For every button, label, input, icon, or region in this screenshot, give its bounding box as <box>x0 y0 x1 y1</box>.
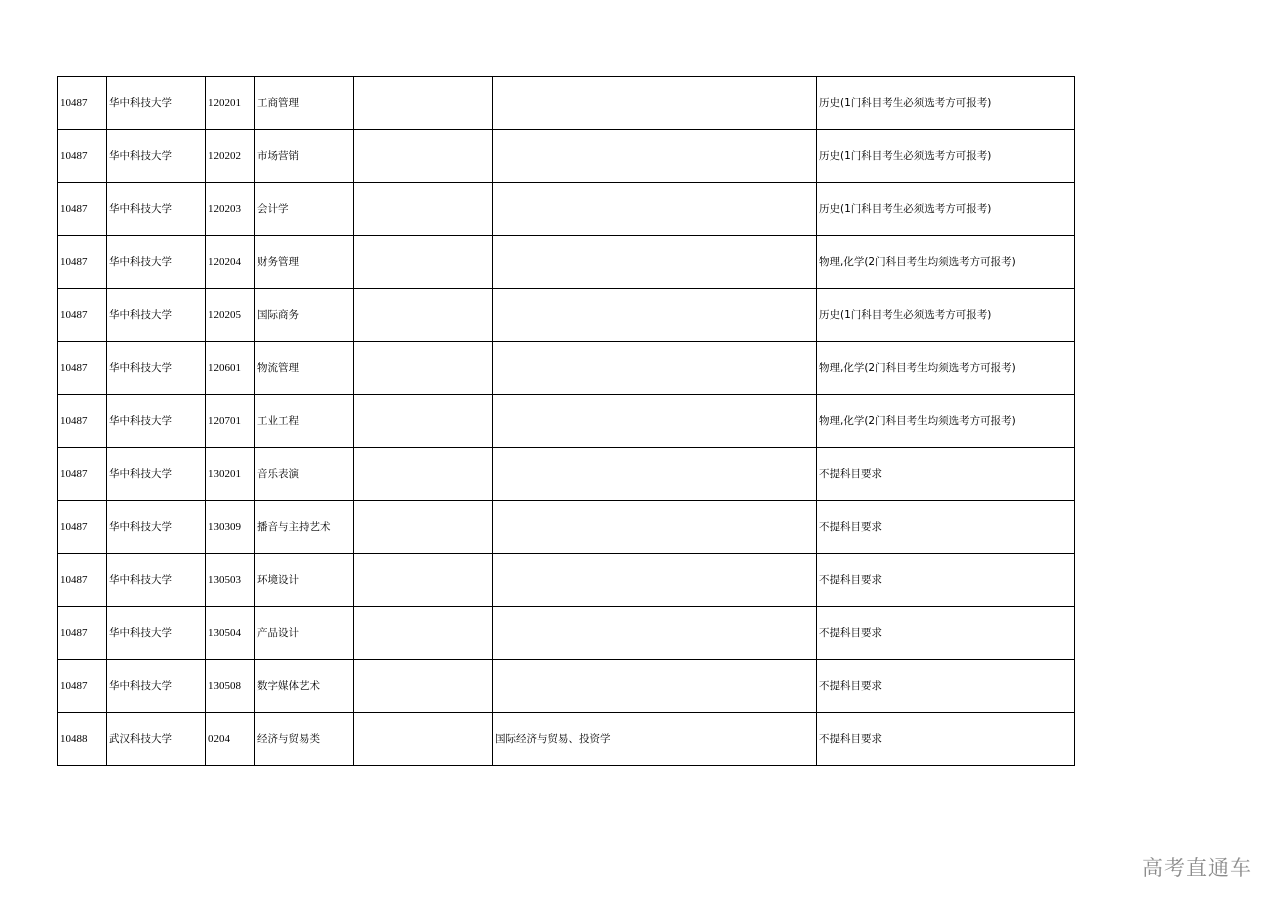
table-row <box>58 395 1075 448</box>
subject-requirement-cell: 不提科目要求 <box>817 713 1075 766</box>
major-code-cell: 120204 <box>206 236 255 289</box>
school-name-cell: 华中科技大学 <box>107 236 206 289</box>
included-majors-cell <box>493 395 817 448</box>
school-name-cell: 华中科技大学 <box>107 183 206 236</box>
school-code-cell: 10487 <box>58 607 107 660</box>
subject-requirement-cell: 不提科目要求 <box>817 501 1075 554</box>
school-code-cell: 10487 <box>58 342 107 395</box>
subject-requirement-cell: 物理,化学(2门科目考生均须选考方可报考) <box>817 395 1075 448</box>
included-majors-cell <box>493 501 817 554</box>
subject-requirement-cell: 不提科目要求 <box>817 554 1075 607</box>
major-name-cell: 数字媒体艺术 <box>255 660 354 713</box>
included-majors-cell <box>493 77 817 130</box>
empty-cell <box>354 501 493 554</box>
table-row <box>58 501 1075 554</box>
table-body <box>58 77 1075 766</box>
empty-cell <box>354 660 493 713</box>
major-name-cell: 播音与主持艺术 <box>255 501 354 554</box>
school-name-cell: 华中科技大学 <box>107 130 206 183</box>
school-name-cell: 华中科技大学 <box>107 660 206 713</box>
table-row <box>58 130 1075 183</box>
table-row <box>58 554 1075 607</box>
school-code-cell: 10488 <box>58 713 107 766</box>
empty-cell <box>354 289 493 342</box>
school-code-cell: 10487 <box>58 395 107 448</box>
school-name-cell: 华中科技大学 <box>107 289 206 342</box>
major-name-cell: 产品设计 <box>255 607 354 660</box>
watermark-text: 高考直通车 <box>1142 856 1252 880</box>
major-name-cell: 市场营销 <box>255 130 354 183</box>
major-code-cell: 120601 <box>206 342 255 395</box>
major-code-cell: 120202 <box>206 130 255 183</box>
table-row <box>58 448 1075 501</box>
included-majors-cell <box>493 448 817 501</box>
school-code-cell: 10487 <box>58 501 107 554</box>
table-row <box>58 660 1075 713</box>
school-name-cell: 华中科技大学 <box>107 342 206 395</box>
major-code-cell: 120205 <box>206 289 255 342</box>
school-name-cell: 华中科技大学 <box>107 554 206 607</box>
included-majors-cell <box>493 660 817 713</box>
major-code-cell: 120201 <box>206 77 255 130</box>
empty-cell <box>354 395 493 448</box>
table-row <box>58 342 1075 395</box>
included-majors-cell: 国际经济与贸易、投资学 <box>493 713 817 766</box>
empty-cell <box>354 554 493 607</box>
major-name-cell: 环境设计 <box>255 554 354 607</box>
table-row <box>58 289 1075 342</box>
major-name-cell: 经济与贸易类 <box>255 713 354 766</box>
empty-cell <box>354 183 493 236</box>
school-name-cell: 华中科技大学 <box>107 501 206 554</box>
table-row <box>58 607 1075 660</box>
major-code-cell: 0204 <box>206 713 255 766</box>
included-majors-cell <box>493 130 817 183</box>
included-majors-cell <box>493 554 817 607</box>
included-majors-cell <box>493 607 817 660</box>
school-code-cell: 10487 <box>58 554 107 607</box>
empty-cell <box>354 342 493 395</box>
subject-requirement-cell: 物理,化学(2门科目考生均须选考方可报考) <box>817 342 1075 395</box>
table-row <box>58 183 1075 236</box>
school-code-cell: 10487 <box>58 130 107 183</box>
major-code-cell: 120203 <box>206 183 255 236</box>
major-name-cell: 工业工程 <box>255 395 354 448</box>
table-row <box>58 77 1075 130</box>
major-name-cell: 物流管理 <box>255 342 354 395</box>
major-name-cell: 会计学 <box>255 183 354 236</box>
empty-cell <box>354 607 493 660</box>
empty-cell <box>354 130 493 183</box>
subject-requirement-cell: 历史(1门科目考生必须选考方可报考) <box>817 289 1075 342</box>
included-majors-cell <box>493 342 817 395</box>
school-code-cell: 10487 <box>58 77 107 130</box>
major-code-cell: 130201 <box>206 448 255 501</box>
major-code-cell: 120701 <box>206 395 255 448</box>
subject-requirement-cell: 不提科目要求 <box>817 660 1075 713</box>
subject-requirement-cell: 不提科目要求 <box>817 448 1075 501</box>
school-name-cell: 华中科技大学 <box>107 77 206 130</box>
admissions-table <box>57 76 1075 766</box>
empty-cell <box>354 713 493 766</box>
major-code-cell: 130504 <box>206 607 255 660</box>
major-code-cell: 130309 <box>206 501 255 554</box>
school-name-cell: 武汉科技大学 <box>107 713 206 766</box>
subject-requirement-cell: 历史(1门科目考生必须选考方可报考) <box>817 183 1075 236</box>
subject-requirement-cell: 不提科目要求 <box>817 607 1075 660</box>
included-majors-cell <box>493 183 817 236</box>
school-code-cell: 10487 <box>58 660 107 713</box>
subject-requirement-cell: 历史(1门科目考生必须选考方可报考) <box>817 77 1075 130</box>
major-code-cell: 130503 <box>206 554 255 607</box>
major-name-cell: 国际商务 <box>255 289 354 342</box>
table-row <box>58 236 1075 289</box>
major-name-cell: 音乐表演 <box>255 448 354 501</box>
table-row <box>58 713 1075 766</box>
school-code-cell: 10487 <box>58 448 107 501</box>
school-name-cell: 华中科技大学 <box>107 395 206 448</box>
school-name-cell: 华中科技大学 <box>107 448 206 501</box>
empty-cell <box>354 236 493 289</box>
major-name-cell: 工商管理 <box>255 77 354 130</box>
included-majors-cell <box>493 236 817 289</box>
empty-cell <box>354 448 493 501</box>
subject-requirement-cell: 历史(1门科目考生必须选考方可报考) <box>817 130 1075 183</box>
empty-cell <box>354 77 493 130</box>
subject-requirement-cell: 物理,化学(2门科目考生均须选考方可报考) <box>817 236 1075 289</box>
school-name-cell: 华中科技大学 <box>107 607 206 660</box>
school-code-cell: 10487 <box>58 289 107 342</box>
major-name-cell: 财务管理 <box>255 236 354 289</box>
included-majors-cell <box>493 289 817 342</box>
major-code-cell: 130508 <box>206 660 255 713</box>
school-code-cell: 10487 <box>58 183 107 236</box>
school-code-cell: 10487 <box>58 236 107 289</box>
